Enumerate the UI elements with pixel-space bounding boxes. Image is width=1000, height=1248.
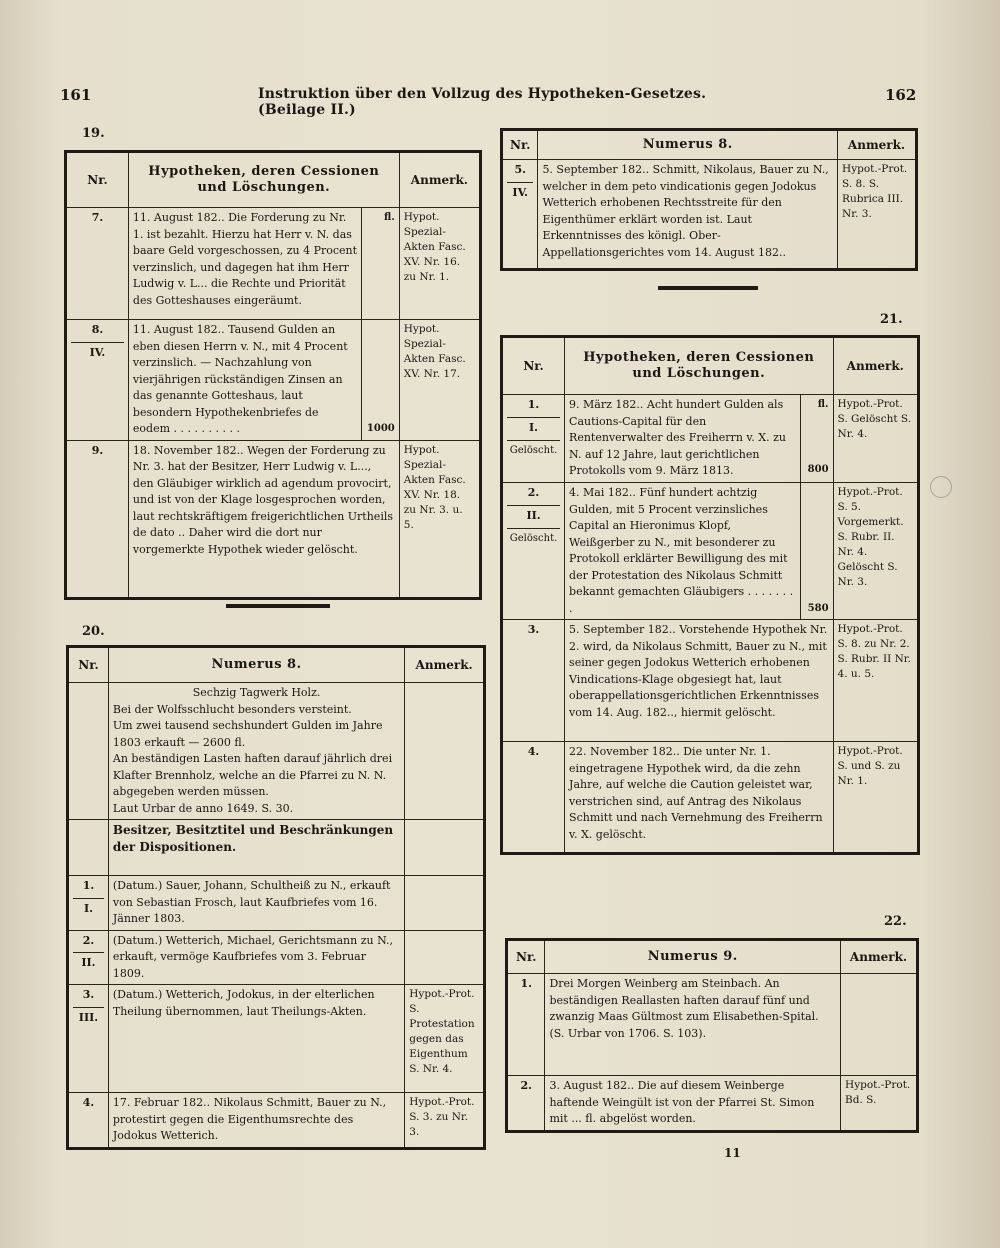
table-row [502, 620, 919, 742]
entry-roman: II. [507, 505, 560, 525]
entry-text: 22. November 182.. Die unter Nr. 1. eingetragene Hypothek wird, da die zehn Jahre, auf welche die Caution geleistet war, verstrichen sind, auf Antrag des Nikolaus Schmitt und nach Vernehmung des Freiherrn v. X. gelöscht. [565, 742, 833, 854]
col-header-nr: Nr. [66, 152, 129, 208]
entry-note: Hypot. Spezial-Akten Fasc. XV. Nr. 16. zu Nr. 1. [399, 208, 480, 320]
entry-note: Hypot.-Prot. Bd. S. [841, 1076, 918, 1132]
entry-text: (Datum.) Wetterich, Michael, Gerichtsmann zu N., erkauft, vermöge Kaufbriefes vom 3. Februar 1809. [108, 930, 404, 985]
table-row [507, 1076, 918, 1132]
entry-text: 9. März 182.. Acht hundert Gulden als Cautions-Capital für den Rentenverwalter des Freiherrn v. X. zu N. auf 12 Jahre, laut gerichtlichen Protokolls vom 9. März 1813. [565, 395, 801, 483]
section-number-21: 21. [880, 312, 903, 327]
table-row [68, 1093, 485, 1149]
signature-mark: 11 [724, 1146, 741, 1160]
entry-roman: III. [73, 1007, 104, 1027]
col-header-anmerk: Anmerk. [405, 647, 485, 683]
status-deleted: Gelöscht. [507, 528, 560, 548]
entry-text: 11. August 182.. Die Forderung zu Nr. 1. ist bezahlt. Hierzu hat Herr v. N. das baare Geld vorgeschossen, zu 4 Procent verzinslich, und dagegen hat ihm Herr Ludwig v. L... die Rechte und Priorität des Gotteshauses eingeräumt. [128, 208, 361, 320]
entry-text: (Datum.) Wetterich, Jodokus, in der elterlichen Theilung übernommen, laut Theilungs-Akten. [108, 985, 404, 1093]
separator-rule [658, 286, 758, 290]
entry-note: Hypot.-Prot. S. 8. zu Nr. 2. S. Rubr. II Nr. 4. u. 5. [833, 620, 918, 742]
entry-text: (Datum.) Sauer, Johann, Schultheiß zu N., erkauft von Sebastian Frosch, laut Kaufbriefes vom 16. Jänner 1803. [108, 876, 404, 931]
table-row [502, 742, 919, 854]
entry-roman: I. [73, 898, 104, 918]
table-numerus-8-continued [500, 128, 918, 271]
col-header-nr: Nr. [502, 130, 538, 160]
entry-note: Hypot. Spezial-Akten Fasc. XV. Nr. 18. zu Nr. 3. u. 5. [399, 440, 480, 598]
entry-note: Hypot.-Prot. S. 3. zu Nr. 3. [405, 1093, 485, 1149]
entry-number: 1. [527, 398, 540, 411]
section-number-20: 20. [82, 624, 105, 639]
col-header-title: Numerus 9. [545, 940, 841, 974]
table-row [502, 160, 917, 270]
col-header-title: Hypotheken, deren Cessionen und Löschungen. [128, 152, 399, 208]
status-deleted: Gelöscht. [507, 440, 560, 460]
entry-number: 1. [82, 879, 95, 892]
col-header-anmerk: Anmerk. [399, 152, 480, 208]
table-21 [500, 335, 920, 855]
col-header-title: Hypotheken, deren Cessionen und Löschungen. [565, 337, 833, 395]
property-line: Sechzig Tagwerk Holz. [192, 686, 321, 699]
entry-amount: 580 [801, 483, 834, 620]
table-row [68, 985, 485, 1093]
entry-text: 5. September 182.. Vorstehende Hypothek Nr. 2. wird, da Nikolaus Schmitt, Bauer zu N., mit seiner gegen Jodokus Wetterich erhobenen Vindications-Klage obgesiegt hat, laut oberappellationsgerichtlichen Erkenntnisses vom 14. Aug. 182.., hiermit gelöscht. [565, 620, 833, 742]
col-header-nr: Nr. [507, 940, 545, 974]
table-row [66, 208, 481, 320]
entry-currency: fl. [817, 399, 829, 410]
page-number-left: 161 [60, 86, 92, 104]
entry-text: Drei Morgen Weinberg am Steinbach. An beständigen Reallasten haften darauf fünf und zwanzig Maas Gültmost zum Elisabethen-Spital. (S. Urbar von 1706. S. 103). [545, 974, 841, 1076]
entry-note [405, 876, 485, 931]
page-number-right: 162 [885, 86, 917, 104]
entry-text: 3. August 182.. Die auf diesem Weinberge haftende Weingült ist von der Pfarrei St. Simon mit ... fl. abgelöst worden. [545, 1076, 841, 1132]
entry-text: 11. August 182.. Tausend Gulden an eben diesen Herrn v. N., mit 4 Procent verzinslich. — Nachzahlung von vierjährigen rückständigen Zinsen an das genannte Gotteshaus, laut besondern Hypothekenbriefes de eodem . . . . . . . . . . [128, 320, 361, 441]
entry-text: 17. Februar 182.. Nikolaus Schmitt, Bauer zu N., protestirt gegen die Eigenthumsrechte des Jodokus Wetterich. [108, 1093, 404, 1149]
table-row [66, 440, 481, 598]
entry-amount: 1000 [362, 320, 399, 441]
entry-number: 4. [527, 745, 540, 758]
col-header-anmerk: Anmerk. [838, 130, 917, 160]
entry-number: 2. [527, 486, 540, 499]
entry-note [405, 930, 485, 985]
table-19 [64, 150, 482, 600]
entry-text: 5. September 182.. Schmitt, Nikolaus, Bauer zu N., welcher in dem peto vindicationis gegen Jodokus Wetterich erhobenen Rechtsstreite für den Eigenthümer erklärt worden ist. Laut Erkenntnisses des königl. Ober-Appellationsgerichtes vom 14. August 182.. [538, 160, 838, 270]
entry-number: 7. [91, 211, 104, 224]
entry-roman: I. [507, 417, 560, 437]
entry-number: 3. [527, 623, 540, 636]
property-line: Bei der Wolfsschlucht besonders versteint. [112, 702, 352, 716]
col-header-title: Numerus 8. [538, 130, 838, 160]
entry-note: Hypot.-Prot. S. 5. Vorgemerkt. S. Rubr. II. Nr. 4. Gelöscht S. Nr. 3. [833, 483, 918, 620]
table-row [68, 876, 485, 931]
table-22 [505, 938, 919, 1133]
entry-note: Hypot. Spezial-Akten Fasc. XV. Nr. 17. [399, 320, 480, 441]
entry-number: 1. [520, 977, 532, 990]
col-header-title: Numerus 8. [108, 647, 404, 683]
property-description-row [68, 683, 485, 820]
entry-number: 9. [91, 443, 104, 457]
col-header-nr: Nr. [502, 337, 565, 395]
entry-number: 5. [514, 163, 526, 176]
table-row [507, 974, 918, 1076]
entry-number: 4. [82, 1096, 95, 1109]
property-line: An beständigen Lasten haften darauf jährlich drei Klafter Brennholz, welche an die Pfarrei zu N. N. abgegeben werden müssen. [112, 752, 393, 798]
entry-amount: 800 [807, 463, 829, 475]
owner-subheading: Besitzer, Besitztitel und Beschränkungen der Dispositionen. [108, 820, 404, 876]
col-header-anmerk: Anmerk. [833, 337, 918, 395]
table-row [66, 320, 481, 441]
entry-note: Hypot.-Prot. S. 8. S. Rubrica III. Nr. 3. [838, 160, 917, 270]
section-number-19: 19. [82, 126, 105, 141]
entry-number: 8. [91, 323, 104, 336]
entry-number: 2. [520, 1079, 532, 1092]
entry-roman: II. [73, 952, 104, 972]
ink-stain [930, 476, 952, 498]
entry-number: 2. [82, 933, 95, 947]
section-number-22: 22. [884, 914, 907, 929]
table-row [502, 483, 919, 620]
entry-roman: IV. [507, 182, 533, 202]
entry-number: 3. [82, 988, 95, 1001]
entry-note [841, 974, 918, 1076]
entry-note: Hypot.-Prot. S. Gelöscht S. Nr. 4. [833, 395, 918, 483]
col-header-nr: Nr. [68, 647, 109, 683]
separator-rule [226, 604, 330, 608]
col-header-anmerk: Anmerk. [841, 940, 918, 974]
running-title: Instruktion über den Vollzug des Hypotheken-Gesetzes. (Beilage II.) [258, 86, 707, 118]
entry-text: 4. Mai 182.. Fünf hundert achtzig Gulden, mit 5 Procent verzinsliches Capital an Hieronimus Klopf, Weißgerber zu N., mit besonderer zu Protokoll erklärter Bewilligung des mit der Protestation des Nikolaus Schmitt bekannt gemachten Gläubigers . . . . . . . . [565, 483, 801, 620]
entry-amount: fl. [362, 208, 399, 320]
table-row [502, 395, 919, 483]
entry-text: 18. November 182.. Wegen der Forderung zu Nr. 3. hat der Besitzer, Herr Ludwig v. L..., den Gläubiger wirklich ad agendum provocirt, und ist von der Klage losgesprochen worden, laut rechtskräftigem freigerichtlichen Urtheils de dato .. Daher wird die dort nur vorgemerkte Hypothek wieder gelöscht. [128, 440, 399, 598]
table-row [68, 930, 485, 985]
table-20 [66, 645, 486, 1150]
entry-note: Hypot.-Prot. S. und S. zu Nr. 1. [833, 742, 918, 854]
property-line: Laut Urbar de anno 1649. S. 30. [112, 801, 294, 815]
property-line: Um zwei tausend sechshundert Gulden im Jahre 1803 erkauft — 2600 fl. [112, 719, 383, 749]
entry-roman: IV. [71, 342, 124, 362]
entry-note: Hypot.-Prot. S. Protestation gegen das Eigenthum S. Nr. 4. [405, 985, 485, 1093]
